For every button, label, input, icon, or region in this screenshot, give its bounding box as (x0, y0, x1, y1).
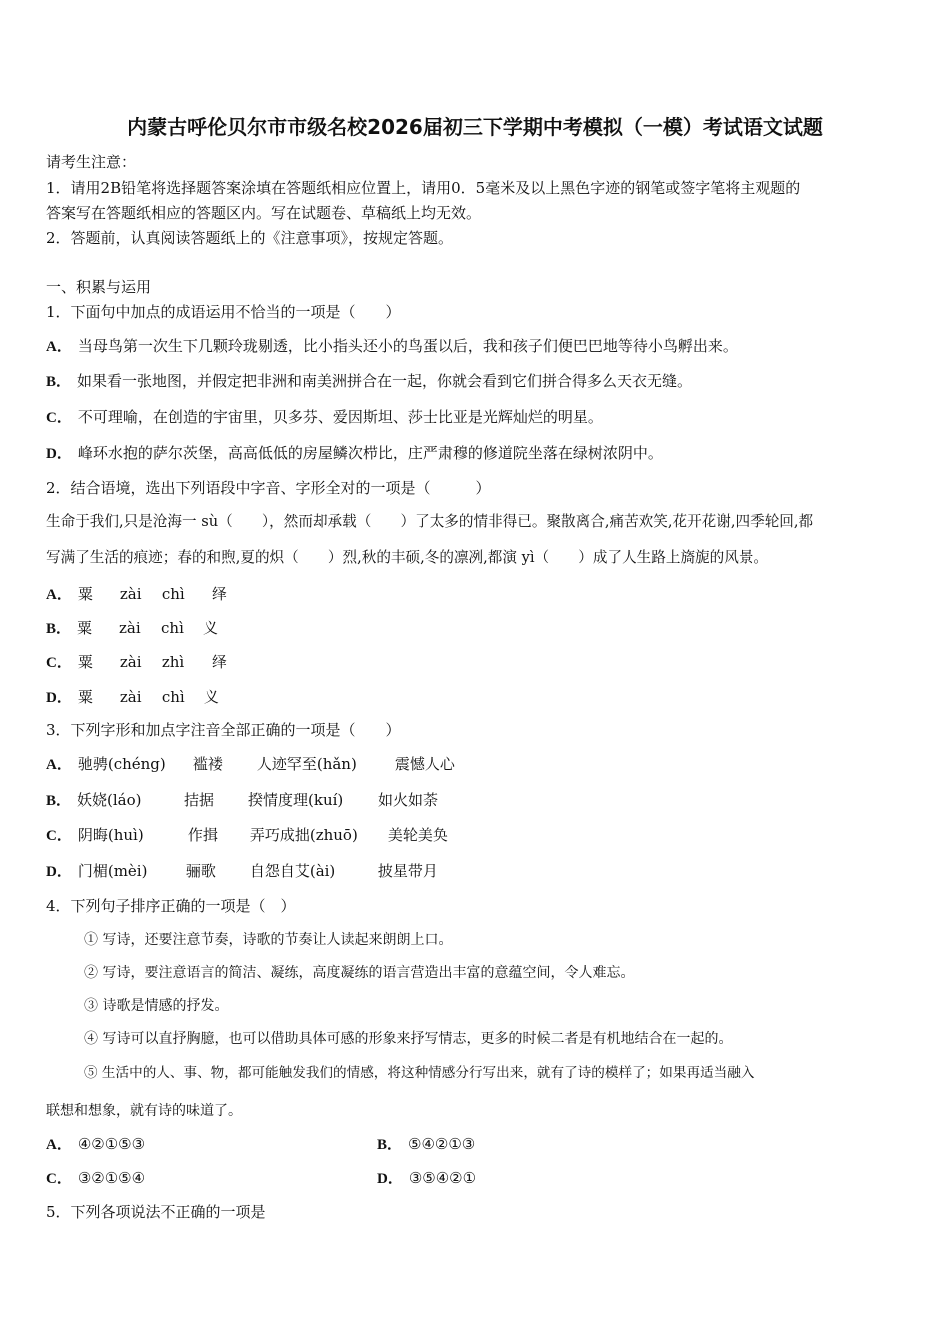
option-text: 如果看一张地图，并假定把非洲和南美洲拼合在一起，你就会看到它们拼合得多么天衣无缝。 (77, 372, 693, 390)
sentence-item: ④ 写诗可以直抒胸臆，也可以借助具体可感的形象来抒写情志，更多的时候二者是有机地结合在一起的。 (84, 1031, 733, 1047)
option-text: 不可理喻，在创造的宇宙里，贝多芬、爱因斯坦、莎士比亚是光辉灿烂的明星。 (77, 408, 603, 426)
option-word: 妖娆(láo) (77, 791, 142, 809)
option-char: 粟 (77, 688, 93, 706)
passage-line: 生命于我们,只是沧海一 sù（ ），然而却承载（ ）了太多的情非得已。聚散离合,痛苦欢笑,花开花谢,四季轮回,都 (46, 513, 814, 530)
option-b (46, 618, 218, 639)
option-char: 粟 (77, 585, 93, 603)
option-label: A． (46, 587, 72, 603)
sentence-item: ⑤ 生活中的人、事、物，都可能触发我们的情感，将这种情感分行写出来，就有了诗的模样了；如果再适当融入 (84, 1065, 755, 1081)
notice-line: 2．答题前，认真阅读答题纸上的《注意事项》，按规定答题。 (46, 229, 454, 247)
option-word: 如火如荼 (378, 791, 439, 809)
option-word: 阴晦(huì) (77, 826, 144, 844)
question-stem: 4．下列句子排序正确的一项是（ ） (46, 897, 296, 915)
option-text: ③⑤④②① (408, 1169, 477, 1187)
option-word: 作揖 (187, 826, 218, 844)
option-pinyin: chì (161, 585, 185, 603)
option-label: C． (46, 1171, 72, 1187)
passage-line: 写满了生活的痕迹；春的和煦,夏的炽（ ）烈,秋的丰硕,冬的凛冽,都演 yì（ ）成了人生路上旖旎的风景。 (46, 549, 769, 566)
question-stem: 5．下列各项说法不正确的一项是 (46, 1203, 266, 1221)
option-a (46, 336, 738, 357)
option-word: 驰骋(chéng) (77, 755, 166, 773)
option-char: 粟 (77, 619, 93, 637)
option-word: 披星带月 (377, 862, 438, 880)
option-label: A． (46, 339, 72, 355)
option-pinyin: zài (119, 688, 142, 706)
option-text: ④②①⑤③ (77, 1135, 146, 1153)
option-char: 义 (203, 688, 219, 706)
option-label: C． (46, 828, 72, 844)
option-label: A． (46, 1137, 72, 1153)
option-pinyin: chì (161, 688, 185, 706)
notice-heading: 请考生注意： (46, 153, 137, 171)
option-word: 美轮美奂 (387, 826, 448, 844)
option-word: 揆情度理(kuí) (248, 791, 344, 809)
option-c (46, 407, 603, 428)
option-label: C． (46, 410, 72, 426)
option-pinyin: zài (119, 653, 142, 671)
option-word: 震憾人心 (394, 755, 455, 773)
option-label: B． (46, 621, 72, 637)
option-c (46, 1168, 145, 1189)
notice-line: 1．请用2B铅笔将选择题答案涂填在答题纸相应位置上，请用0．5毫米及以上黑色字迹的钢笔或签字笔将主观题的 (46, 179, 801, 197)
option-word: 人迹罕至(hǎn) (256, 755, 357, 773)
option-a (46, 1134, 145, 1155)
option-a (46, 584, 227, 605)
option-d (46, 443, 663, 464)
option-pinyin: zhì (161, 653, 185, 671)
option-pinyin: zài (119, 585, 142, 603)
option-pinyin: chì (161, 619, 184, 637)
sentence-item: ③ 诗歌是情感的抒发。 (84, 998, 229, 1014)
option-label: D． (46, 446, 72, 462)
option-text: ③②①⑤④ (77, 1169, 146, 1187)
option-text: 峰环水抱的萨尔茨堡，高高低低的房屋鳞次栉比，庄严肃穆的修道院坐落在绿树浓阴中。 (77, 444, 663, 462)
question-stem: 3．下列字形和加点字注音全部正确的一项是（ ） (46, 721, 401, 739)
option-a (46, 754, 455, 775)
sentence-item: ① 写诗，还要注意节奏，诗歌的节奏让人读起来朗朗上口。 (84, 932, 453, 948)
option-label: D． (377, 1171, 403, 1187)
option-label: D． (46, 864, 72, 880)
option-text: 当母鸟第一次生下几颗玲珑剔透，比小指头还小的鸟蛋以后，我和孩子们便巴巴地等待小鸟孵出来。 (77, 337, 738, 355)
question-stem: 2．结合语境，选出下列语段中字音、字形全对的一项是（ ） (46, 479, 491, 497)
page-title: 内蒙古呼伦贝尔市市级名校2026届初三下学期中考模拟（一模）考试语文试题 (127, 115, 823, 139)
option-b (46, 371, 692, 392)
notice-line: 答案写在答题纸相应的答题区内。写在试题卷、草稿纸上均无效。 (46, 204, 482, 222)
option-c (46, 825, 448, 846)
option-c (46, 652, 227, 673)
option-word: 褴褛 (192, 755, 223, 773)
option-label: C． (46, 655, 72, 671)
option-word: 自怨自艾(ài) (249, 862, 336, 880)
option-word: 骊歌 (185, 862, 216, 880)
section-heading: 一、积累与运用 (46, 278, 152, 296)
option-label: B． (46, 374, 72, 390)
option-text: ⑤④②①③ (408, 1135, 476, 1153)
question-stem: 1．下面句中加点的成语运用不恰当的一项是（ ） (46, 303, 401, 321)
sentence-item: 联想和想象，就有诗的味道了。 (46, 1103, 242, 1119)
option-char: 义 (203, 619, 219, 637)
option-char: 绎 (211, 585, 227, 603)
option-label: B． (46, 793, 72, 809)
option-char: 粟 (77, 653, 93, 671)
option-pinyin: zài (119, 619, 141, 637)
option-b (377, 1134, 475, 1155)
option-word: 拮据 (184, 791, 215, 809)
option-label: B． (377, 1137, 403, 1153)
option-b (46, 790, 438, 811)
option-label: D． (46, 690, 72, 706)
option-d (46, 687, 219, 708)
option-word: 门楣(mèi) (77, 862, 148, 880)
sentence-item: ② 写诗，要注意语言的简洁、凝练，高度凝练的语言营造出丰富的意蕴空间，令人难忘。 (84, 965, 635, 981)
option-d (377, 1168, 476, 1189)
option-word: 弄巧成拙(zhuō) (249, 826, 358, 844)
option-char: 绎 (211, 653, 227, 671)
option-d (46, 861, 438, 882)
option-label: A． (46, 757, 72, 773)
